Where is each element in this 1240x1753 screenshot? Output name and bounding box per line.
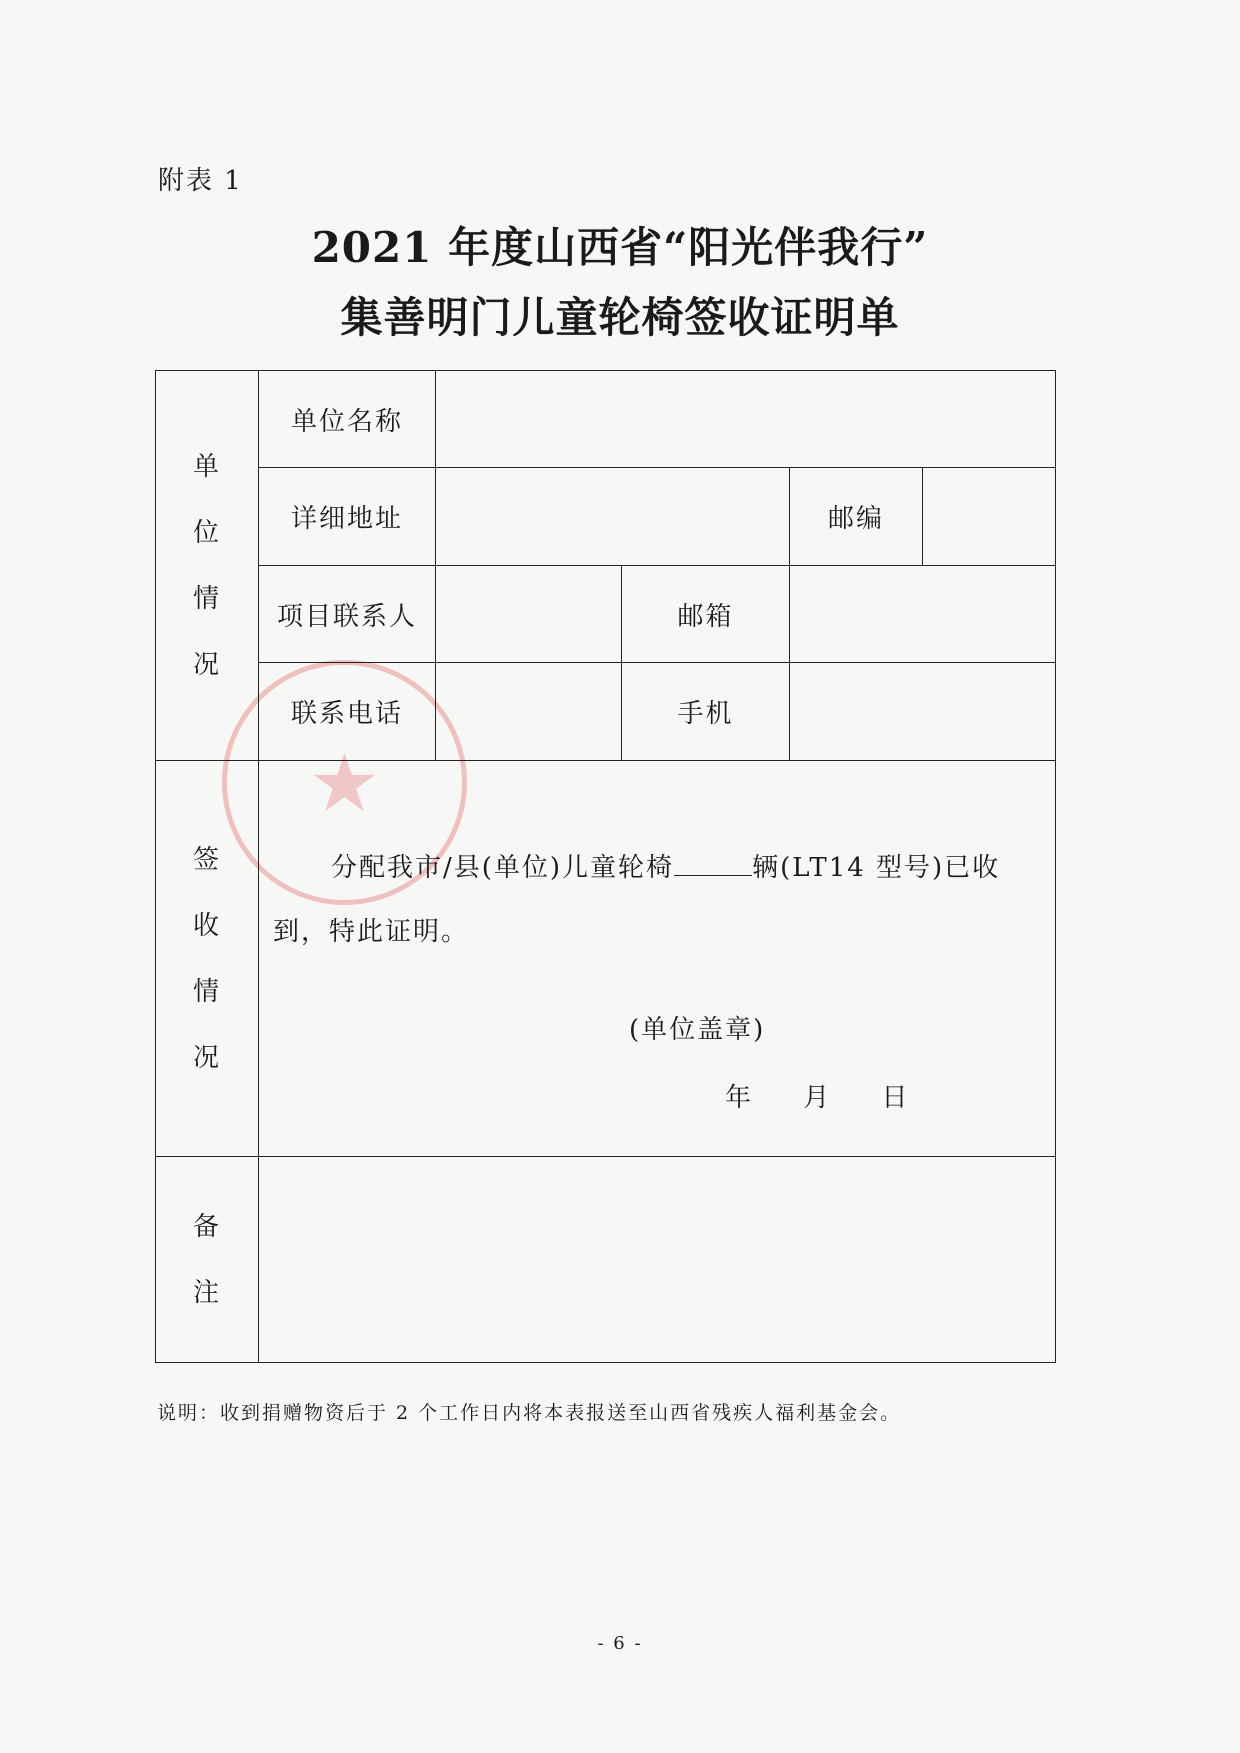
contact-person-label: 项目联系人 — [259, 566, 436, 663]
receipt-statement-cell — [259, 761, 1056, 1157]
mobile-field[interactable] — [790, 663, 1056, 761]
phone-label: 联系电话 — [259, 663, 436, 761]
wheelchair-quantity-blank[interactable] — [674, 853, 752, 876]
page-title-line2: 集善明门儿童轮椅签收证明单 — [340, 293, 900, 342]
address-label: 详细地址 — [259, 468, 436, 566]
page-number: - 6 - — [597, 1633, 643, 1654]
seal-stamp-icon: ★ — [222, 660, 467, 905]
receipt-section-label: 签 收 情 况 — [156, 761, 259, 1157]
seal-label: (单位盖章) — [629, 1015, 766, 1045]
unit-name-field[interactable] — [436, 371, 1056, 468]
phone-field[interactable] — [436, 663, 622, 761]
postcode-label: 邮编 — [790, 468, 923, 566]
address-field[interactable] — [436, 468, 790, 566]
email-field[interactable] — [790, 566, 1056, 663]
remarks-section-label: 备 注 — [156, 1157, 259, 1363]
date-label: 年 月 日 — [725, 1083, 910, 1113]
unit-section-label: 单 位 情 况 — [156, 371, 259, 761]
email-label: 邮箱 — [622, 566, 790, 663]
annex-label: 附表 1 — [158, 166, 243, 196]
receipt-statement: 分配我市/县(单位)儿童轮椅 辆(LT14 型号)已收到，特此证明。 — [273, 853, 1001, 947]
instruction-note: 说明：收到捐赠物资后于 2 个工作日内将本表报送至山西省残疾人福利基金会。 — [157, 1402, 902, 1424]
unit-name-label: 单位名称 — [259, 371, 436, 468]
page-title-line1: 2021 年度山西省“阳光伴我行” — [311, 223, 929, 272]
postcode-field[interactable] — [923, 468, 1056, 566]
contact-person-field[interactable] — [436, 566, 622, 663]
remarks-field[interactable] — [259, 1157, 1056, 1363]
mobile-label: 手机 — [622, 663, 790, 761]
receipt-form-table — [155, 370, 1056, 1363]
